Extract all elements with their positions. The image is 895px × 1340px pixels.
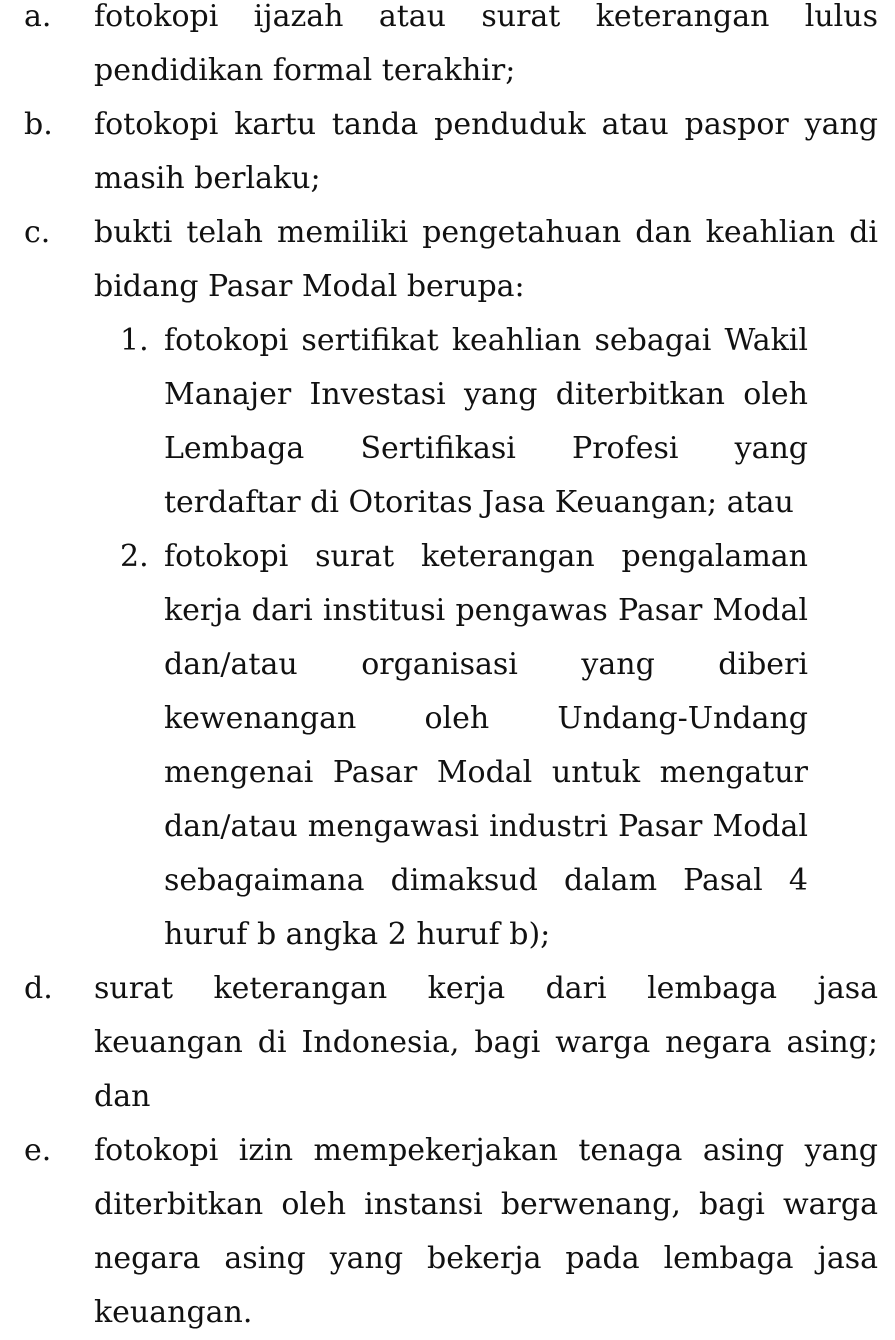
sublist-text-2: fotokopi surat keterangan pengalaman kerja dari institusi pengawas Pasar Modal dan/atau organisasi yang diberi kewenangan oleh Undang-Undang mengenai Pasar Modal untuk mengatur dan/atau mengawasi industri Pasar Modal sebagaimana dimaksud dalam Pasal 4 huruf b angka 2 huruf b); (164, 539, 808, 952)
list-marker-e: e. (24, 1133, 52, 1168)
list-marker-c: c. (24, 215, 51, 250)
sublist-item-2 (94, 530, 808, 962)
sublist-marker-1: 1. (120, 323, 149, 358)
list-item-d (24, 962, 878, 1124)
list-marker-d: d. (24, 971, 53, 1006)
list-item-b (24, 98, 878, 206)
list-text-a: fotokopi ijazah atau surat keterangan lulus pendidikan formal terakhir; (94, 0, 878, 88)
sublist-item-1 (94, 314, 808, 530)
sublist-text-1: fotokopi sertifikat keahlian sebagai Wakil Manajer Investasi yang diterbitkan oleh Lembaga Sertifikasi Profesi yang terdaftar di Otoritas Jasa Keuangan; atau (164, 323, 808, 520)
list-marker-a: a. (24, 0, 52, 34)
list-item-c (24, 206, 878, 962)
sublist-marker-2: 2. (120, 539, 149, 574)
list-text-c: bukti telah memiliki pengetahuan dan keahlian di bidang Pasar Modal berupa: (94, 215, 878, 304)
list-text-b: fotokopi kartu tanda penduduk atau paspor yang masih berlaku; (94, 107, 878, 196)
list-marker-b: b. (24, 107, 53, 142)
list-item-e (24, 1124, 878, 1340)
list-item-a (24, 0, 878, 98)
list-text-d: surat keterangan kerja dari lembaga jasa keuangan di Indonesia, bagi warga negara asing; dan (94, 971, 878, 1114)
list-text-e: fotokopi izin mempekerjakan tenaga asing yang diterbitkan oleh instansi berwenang, bagi warga negara asing yang bekerja pada lembaga jasa keuangan. (94, 1133, 878, 1330)
